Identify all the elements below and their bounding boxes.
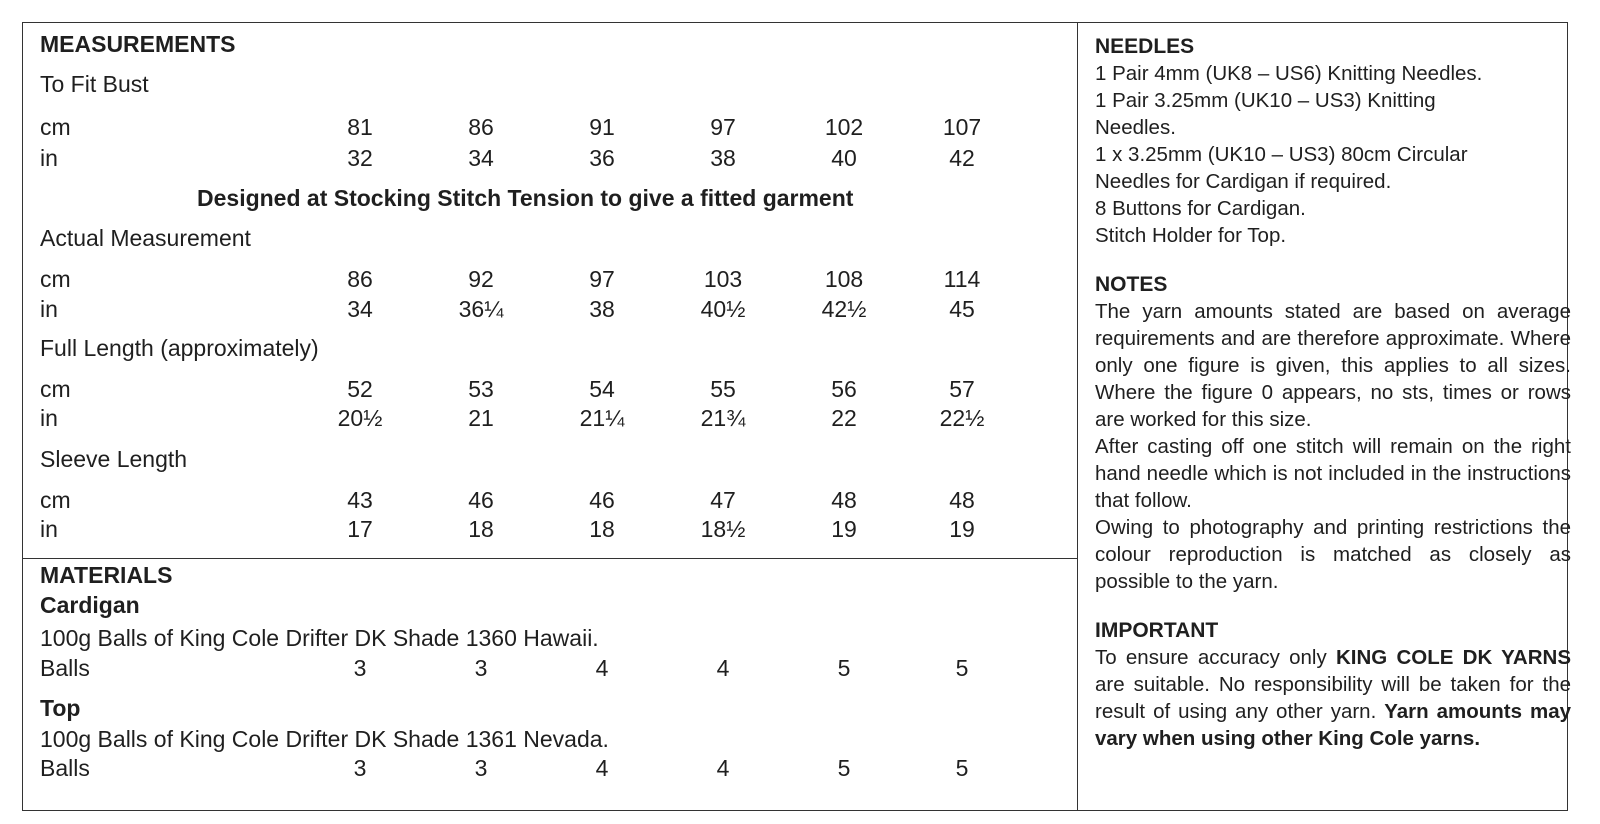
value-cell: 42½	[821, 296, 867, 322]
value-cell: 5	[837, 655, 851, 681]
value-cell: 18½	[700, 516, 746, 542]
needles-line: Needles.	[1095, 116, 1176, 139]
right-column	[1095, 33, 1571, 752]
important-text-c: are suitable. No responsibility will be taken for the result of using any other yarn.	[1095, 673, 1571, 723]
row-label-cm: cm	[40, 114, 71, 140]
value-cell: 22	[831, 405, 857, 431]
top-balls-label: Balls	[40, 755, 90, 781]
value-cell: 46	[589, 487, 615, 513]
value-cell: 48	[949, 487, 975, 513]
row-label-in: in	[40, 145, 58, 171]
value-cell: 52	[347, 376, 373, 402]
actual-measurement-label: Actual Measurement	[40, 225, 251, 251]
value-cell: 21¼	[579, 405, 625, 431]
value-cell: 38	[589, 296, 615, 322]
full-length-label: Full Length (approximately)	[40, 335, 319, 361]
value-cell: 18	[468, 516, 494, 542]
notes-heading: NOTES	[1095, 273, 1168, 296]
cardigan-balls-label: Balls	[40, 655, 90, 681]
notes-paragraph: After casting off one stitch will remain on the right hand needle which is not included in the instructions that follow.	[1095, 435, 1571, 512]
value-cell: 86	[468, 114, 494, 140]
needles-line: 1 Pair 4mm (UK8 – US6) Knitting Needles.	[1095, 62, 1483, 85]
cardigan-title: Cardigan	[40, 592, 140, 618]
notes-paragraph: Owing to photography and printing restrictions the colour reproduction is matched as closely as possible to the yarn.	[1095, 516, 1571, 593]
needles-line: Needles for Cardigan if required.	[1095, 170, 1392, 193]
value-cell: 36	[589, 145, 615, 171]
cardigan-yarn: 100g Balls of King Cole Drifter DK Shade 1360 Hawaii.	[40, 625, 599, 651]
important-heading: IMPORTANT	[1095, 619, 1219, 642]
value-cell: 81	[347, 114, 373, 140]
row-label-cm: cm	[40, 376, 71, 402]
to-fit-bust-label: To Fit Bust	[40, 71, 149, 97]
value-cell: 92	[468, 266, 494, 292]
value-cell: 3	[353, 755, 367, 781]
value-cell: 103	[703, 266, 743, 292]
value-cell: 18	[589, 516, 615, 542]
row-label-cm: cm	[40, 487, 71, 513]
value-cell: 48	[831, 487, 857, 513]
needles-line: 8 Buttons for Cardigan.	[1095, 197, 1306, 220]
value-cell: 47	[710, 487, 736, 513]
needles-heading: NEEDLES	[1095, 35, 1195, 58]
important-text	[1095, 644, 1571, 752]
notes-paragraph: The yarn amounts stated are based on average requirements and are therefore approximate. Where only one figure is given, this applies to all sizes. Where the figure 0 appears, no sts, times or rows are worked for this size.	[1095, 300, 1571, 431]
value-cell: 56	[831, 376, 857, 402]
value-cell: 55	[710, 376, 736, 402]
sleeve-length-label: Sleeve Length	[40, 446, 188, 472]
value-cell: 20½	[337, 405, 383, 431]
important-text-a: To ensure accuracy only	[1095, 646, 1336, 669]
value-cell: 42	[949, 145, 975, 171]
value-cell: 17	[347, 516, 373, 542]
row-label-cm: cm	[40, 266, 71, 292]
value-cell: 43	[347, 487, 373, 513]
value-cell: 54	[589, 376, 615, 402]
value-cell: 21¾	[700, 405, 746, 431]
row-label-in: in	[40, 516, 58, 542]
important-brand: KING COLE DK YARNS	[1335, 646, 1571, 669]
value-cell: 53	[468, 376, 494, 402]
top-title: Top	[40, 695, 81, 721]
value-cell: 40	[831, 145, 857, 171]
value-cell: 86	[347, 266, 373, 292]
value-cell: 4	[716, 755, 730, 781]
value-cell: 46	[468, 487, 494, 513]
value-cell: 34	[347, 296, 373, 322]
value-cell: 19	[949, 516, 975, 542]
section-divider	[22, 558, 1077, 559]
value-cell: 4	[595, 655, 609, 681]
measurements-heading: MEASUREMENTS	[40, 31, 236, 57]
value-cell: 102	[824, 114, 864, 140]
important-warning: Yarn amounts may vary when using other King Cole yarns.	[1095, 700, 1571, 750]
top-yarn: 100g Balls of King Cole Drifter DK Shade 1361 Nevada.	[40, 726, 609, 752]
value-cell: 114	[943, 266, 981, 292]
row-label-in: in	[40, 405, 58, 431]
value-cell: 5	[955, 655, 969, 681]
value-cell: 57	[949, 376, 975, 402]
value-cell: 108	[824, 266, 864, 292]
value-cell: 3	[474, 655, 488, 681]
needles-line: Stitch Holder for Top.	[1095, 224, 1287, 247]
value-cell: 5	[955, 755, 969, 781]
value-cell: 19	[831, 516, 857, 542]
value-cell: 4	[595, 755, 609, 781]
value-cell: 4	[716, 655, 730, 681]
materials-heading: MATERIALS	[40, 562, 173, 588]
value-cell: 91	[589, 114, 615, 140]
row-label-in: in	[40, 296, 58, 322]
value-cell: 45	[949, 296, 975, 322]
value-cell: 97	[710, 114, 736, 140]
value-cell: 21	[468, 405, 494, 431]
value-cell: 107	[942, 114, 982, 140]
needles-line: 1 Pair 3.25mm (UK10 – US3) Knitting	[1095, 89, 1436, 112]
value-cell: 22½	[939, 405, 985, 431]
value-cell: 36¼	[458, 296, 504, 322]
column-divider	[1077, 22, 1078, 811]
value-cell: 38	[710, 145, 736, 171]
value-cell: 5	[837, 755, 851, 781]
value-cell: 97	[589, 266, 615, 292]
tension-note: Designed at Stocking Stitch Tension to give a fitted garment	[197, 185, 854, 211]
needles-line: 1 x 3.25mm (UK10 – US3) 80cm Circular	[1095, 143, 1468, 166]
value-cell: 3	[353, 655, 367, 681]
value-cell: 3	[474, 755, 488, 781]
value-cell: 32	[347, 145, 373, 171]
value-cell: 40½	[700, 296, 746, 322]
value-cell: 34	[468, 145, 494, 171]
